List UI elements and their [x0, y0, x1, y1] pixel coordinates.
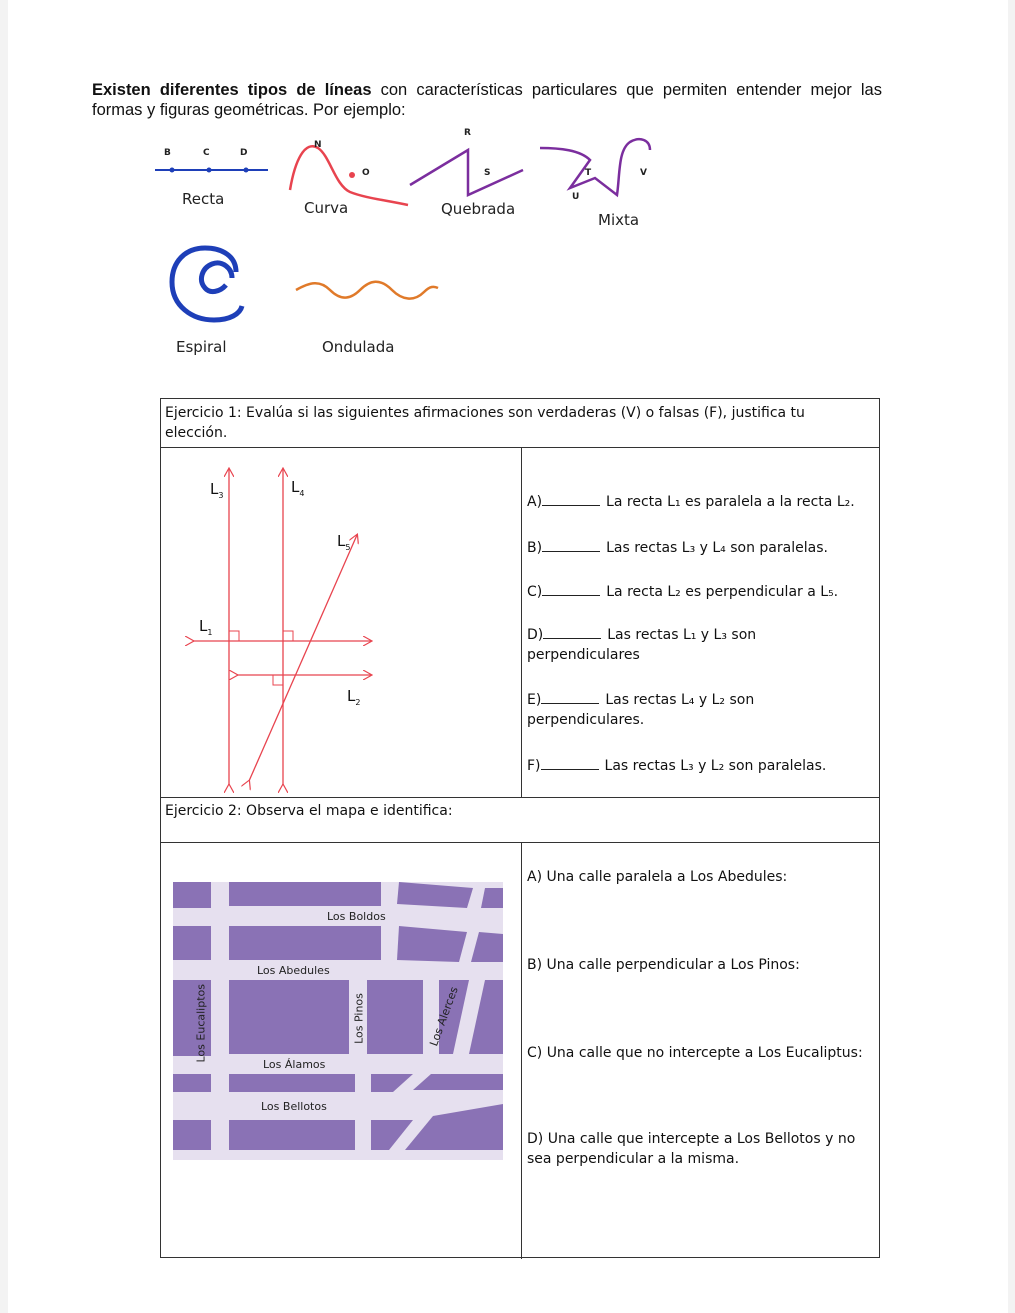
label-l5: $L_5$ — [337, 532, 351, 552]
label-l2: $L_2$ — [347, 687, 361, 707]
street-los-alamos: Los Álamos — [263, 1058, 326, 1071]
right-angle-mark — [283, 631, 293, 641]
espiral-label: Espiral — [176, 338, 227, 356]
statement-e: E) Las rectas L₄ y L₂ son perpendiculares. — [527, 689, 754, 730]
answer-blank[interactable] — [542, 537, 600, 552]
point-b — [170, 168, 175, 173]
statement-d: D) Las rectas L₁ y L₃ son perpendiculares — [527, 624, 756, 665]
mixed-line — [540, 139, 650, 195]
point-t-label: T — [585, 168, 592, 178]
broken-line — [410, 150, 523, 195]
exercise-table — [160, 398, 880, 1258]
street-map — [173, 882, 503, 1160]
line-l5 — [249, 535, 357, 781]
point-s-label: S — [484, 168, 491, 178]
point-n-label: N — [314, 140, 322, 150]
statement-c: C) La recta L₂ es perpendicular a L₅. — [527, 581, 838, 602]
column-divider — [521, 447, 522, 797]
intro-bold: Existen diferentes tipos de líneas — [92, 81, 372, 99]
street-los-bellotos: Los Bellotos — [261, 1100, 327, 1113]
curva-label: Curva — [304, 199, 349, 217]
question-d: D) Una calle que intercepte a Los Bellotos y no sea perpendicular a la misma. — [527, 1131, 856, 1167]
exercise1-title: Ejercicio 1: Evalúa si las siguientes afirmaciones son verdaderas (V) o falsas (F), justifica tu elección. — [165, 405, 805, 441]
point-o — [349, 172, 355, 178]
answer-blank[interactable] — [542, 581, 600, 596]
wavy-line — [296, 282, 438, 299]
column-divider — [521, 842, 522, 1259]
spiral-line — [172, 248, 242, 320]
point-v-label: V — [640, 168, 647, 178]
map-blocks — [173, 882, 503, 1160]
answer-blank[interactable] — [542, 491, 600, 506]
statement-f: F) Las rectas L₃ y L₂ son paralelas. — [527, 755, 826, 776]
street-los-pinos: Los Pinos — [352, 993, 366, 1044]
question-a: A) Una calle paralela a Los Abedules: — [527, 869, 788, 885]
point-c — [207, 168, 212, 173]
street-los-alerces: Los Alerces — [427, 985, 461, 1048]
ondulada-label: Ondulada — [322, 338, 395, 356]
intro-rest: con características particulares que permiten entender mejor las formas y figuras geométricas. Por ejemplo: — [92, 81, 882, 119]
street-los-boldos: Los Boldos — [327, 910, 386, 923]
answer-blank[interactable] — [541, 689, 599, 704]
question-b: B) Una calle perpendicular a Los Pinos: — [527, 957, 800, 973]
point-o-label: O — [362, 168, 370, 178]
label-l3: $L_3$ — [210, 480, 224, 500]
street-los-eucaliptos: Los Eucaliptos — [194, 984, 208, 1063]
point-r-label: R — [464, 128, 471, 138]
answer-blank[interactable] — [543, 624, 601, 639]
label-l1: $L_1$ — [199, 617, 213, 637]
exercise2-title: Ejercicio 2: Observa el mapa e identifica: — [165, 803, 453, 819]
right-angle-mark — [229, 631, 239, 641]
label-l4: $L_4$ — [291, 478, 305, 498]
quebrada-label: Quebrada — [441, 200, 516, 218]
point-c-label: C — [203, 148, 210, 158]
answer-blank[interactable] — [541, 755, 599, 770]
right-angle-mark — [273, 675, 283, 685]
recta-label: Recta — [182, 190, 225, 208]
street-los-abedules: Los Abedules — [257, 964, 330, 977]
point-d-label: D — [240, 148, 248, 158]
point-d — [244, 168, 249, 173]
mixta-label: Mixta — [598, 211, 640, 229]
row-divider — [161, 842, 879, 843]
point-b-label: B — [164, 148, 171, 158]
point-u-label: U — [572, 192, 580, 202]
statement-b: B) Las rectas L₃ y L₄ son paralelas. — [527, 537, 828, 558]
question-c: C) Una calle que no intercepte a Los Eucaliptus: — [527, 1045, 863, 1061]
statement-a: A) La recta L₁ es paralela a la recta L₂. — [527, 491, 855, 512]
curved-line — [290, 146, 408, 205]
row-divider — [161, 797, 879, 798]
